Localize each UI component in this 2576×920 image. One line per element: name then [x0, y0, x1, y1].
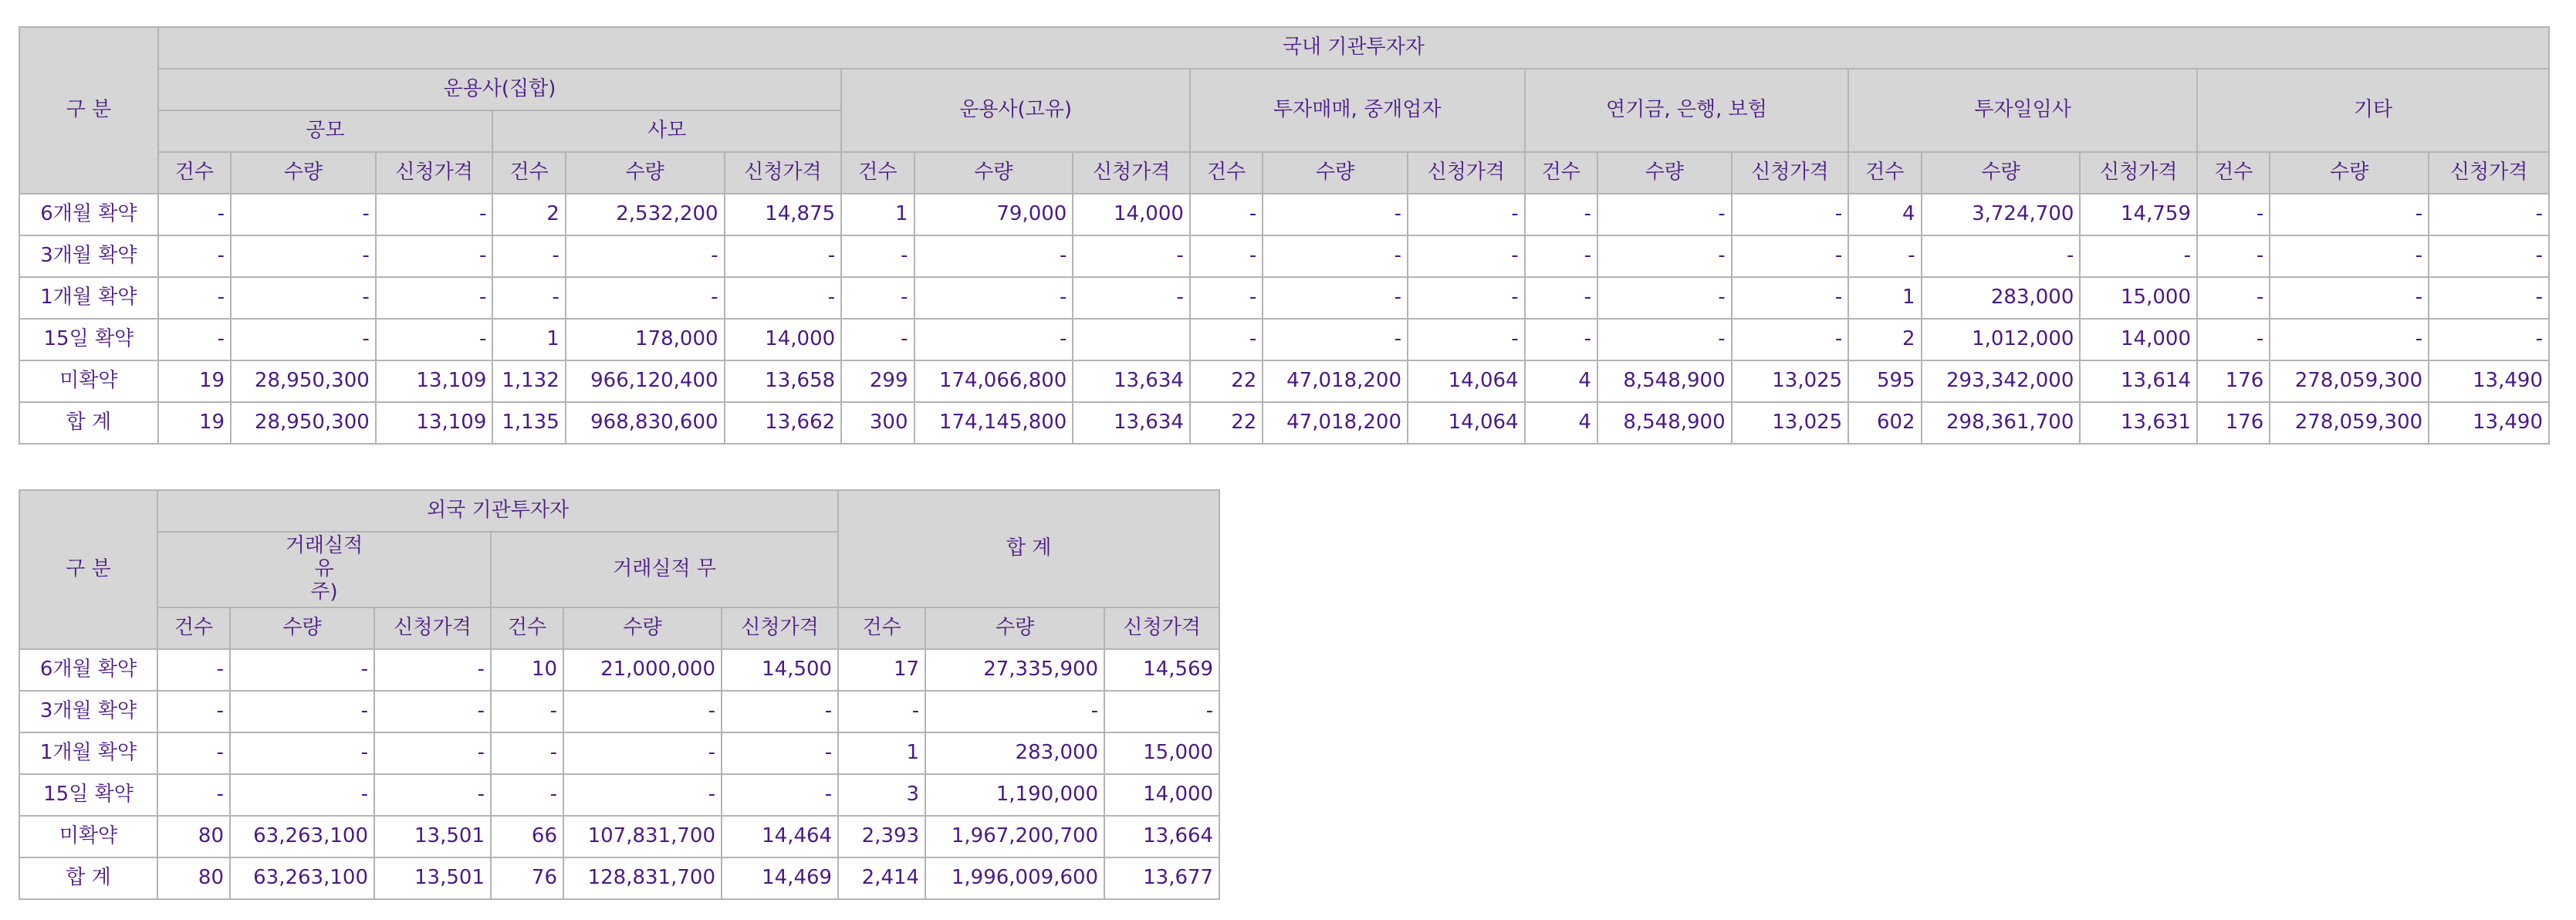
table-cell: 283,000	[925, 732, 1104, 774]
table-cell: 47,018,200	[1263, 402, 1408, 444]
table-cell: -	[2429, 319, 2549, 360]
table-cell: 63,263,100	[230, 857, 374, 899]
table-cell: 21,000,000	[563, 649, 722, 691]
table-row	[19, 235, 2549, 277]
table-cell: -	[838, 691, 925, 732]
row-label: 미확약	[19, 816, 157, 857]
table-cell: 80	[157, 816, 230, 857]
table-cell: -	[376, 277, 493, 319]
table-cell: 13,490	[2429, 360, 2549, 402]
table-cell: -	[725, 277, 842, 319]
table-row	[19, 816, 1219, 857]
table-cell: 1	[492, 319, 565, 360]
qty-header: 수량	[1922, 152, 2081, 194]
table-cell: 13,658	[725, 360, 842, 402]
table-cell: 8,548,900	[1597, 360, 1732, 402]
table-cell	[1073, 319, 1190, 360]
table-cell: 22	[1190, 360, 1263, 402]
table-cell: 14,000	[1104, 774, 1219, 816]
table-cell: -	[1732, 277, 1849, 319]
pension-bank-insurance-header: 연기금, 은행, 보험	[1525, 69, 1849, 152]
table-cell: -	[376, 194, 493, 235]
table-cell: -	[722, 732, 838, 774]
table-cell: -	[374, 649, 491, 691]
price-header: 신청가격	[1104, 607, 1219, 649]
table-cell: 28,950,300	[231, 360, 376, 402]
table-cell: 13,662	[725, 402, 842, 444]
price-header: 신청가격	[722, 607, 838, 649]
table-cell: 1,190,000	[925, 774, 1104, 816]
table-cell: -	[1263, 194, 1408, 235]
table-cell: -	[491, 774, 563, 816]
table-cell: 299	[841, 360, 914, 402]
table-cell: -	[2429, 277, 2549, 319]
table-cell: -	[722, 691, 838, 732]
table-cell: -	[2270, 277, 2429, 319]
private-fund-header: 사모	[492, 110, 841, 152]
row-label: 1개월 확약	[19, 732, 157, 774]
price-header: 신청가격	[1073, 152, 1190, 194]
qty-header: 수량	[1263, 152, 1408, 194]
table-cell: -	[1732, 194, 1849, 235]
table-cell: 176	[2197, 402, 2270, 444]
proprietary-manager-header: 운용사(고유)	[841, 69, 1190, 152]
price-header: 신청가격	[376, 152, 493, 194]
table-cell: 293,342,000	[1922, 360, 2081, 402]
table-row	[19, 402, 2549, 444]
price-header: 신청가격	[1408, 152, 1525, 194]
table-cell: -	[1104, 691, 1219, 732]
table-cell: -	[841, 319, 914, 360]
table-cell: 15,000	[1104, 732, 1219, 774]
table-cell: 174,145,800	[914, 402, 1073, 444]
table-cell: -	[230, 774, 374, 816]
table-cell: -	[2197, 319, 2270, 360]
table-row	[19, 691, 1219, 732]
table-cell: 4	[1525, 360, 1597, 402]
table-cell: -	[1190, 235, 1263, 277]
table-cell: 4	[1525, 402, 1597, 444]
table-row	[19, 277, 2549, 319]
table-cell: 3	[838, 774, 925, 816]
price-header: 신청가격	[2080, 152, 2197, 194]
table-cell: 13,634	[1073, 402, 1190, 444]
table-cell: -	[2197, 235, 2270, 277]
table-cell: 107,831,700	[563, 816, 722, 857]
table-cell: -	[1408, 277, 1525, 319]
table-cell: 14,000	[2080, 319, 2197, 360]
table-cell: -	[157, 774, 230, 816]
table-cell: 13,025	[1732, 360, 1849, 402]
table-cell: -	[1263, 277, 1408, 319]
table-cell: 13,634	[1073, 360, 1190, 402]
table-row	[19, 732, 1219, 774]
table-cell: -	[2429, 235, 2549, 277]
table-cell: -	[914, 277, 1073, 319]
row-label: 15일 확약	[19, 774, 157, 816]
table-cell: -	[566, 235, 725, 277]
table-cell: 2	[1848, 319, 1921, 360]
table-cell: -	[158, 277, 231, 319]
discretionary-header: 투자일임사	[1848, 69, 2197, 152]
table-cell: -	[231, 277, 376, 319]
table-cell: 10	[491, 649, 563, 691]
table-cell: -	[1597, 277, 1732, 319]
table-row	[19, 774, 1219, 816]
table-cell: 2,414	[838, 857, 925, 899]
table-cell: -	[1263, 319, 1408, 360]
count-header: 건수	[158, 152, 231, 194]
table-cell: -	[563, 691, 722, 732]
price-header: 신청가격	[374, 607, 491, 649]
table-cell: 968,830,600	[566, 402, 725, 444]
table-row	[19, 194, 2549, 235]
table-cell: -	[2429, 194, 2549, 235]
table-cell: -	[2270, 235, 2429, 277]
table-cell: 15,000	[2080, 277, 2197, 319]
table-cell: -	[2270, 319, 2429, 360]
table-cell: 17	[838, 649, 925, 691]
with-trade-record-header	[157, 532, 491, 607]
table-cell: 174,066,800	[914, 360, 1073, 402]
table-cell: 1,132	[492, 360, 565, 402]
table-cell: -	[491, 691, 563, 732]
table-cell: 1,012,000	[1922, 319, 2081, 360]
qty-header: 수량	[925, 607, 1104, 649]
table-cell: -	[158, 235, 231, 277]
table-cell: -	[158, 194, 231, 235]
count-header: 건수	[2197, 152, 2270, 194]
table-cell: 14,000	[1073, 194, 1190, 235]
table-cell: -	[1848, 235, 1921, 277]
table-cell: 1,996,009,600	[925, 857, 1104, 899]
table-cell: -	[1073, 277, 1190, 319]
row-label: 6개월 확약	[19, 649, 157, 691]
table-cell: 298,361,700	[1922, 402, 2081, 444]
count-header: 건수	[1190, 152, 1263, 194]
table-cell: -	[231, 194, 376, 235]
table-row	[19, 649, 1219, 691]
table-cell: 2	[492, 194, 565, 235]
broker-header: 투자매매, 중개업자	[1190, 69, 1525, 152]
price-header: 신청가격	[1732, 152, 1849, 194]
table-cell: 19	[158, 360, 231, 402]
row-label: 6개월 확약	[19, 194, 158, 235]
table-cell: -	[230, 691, 374, 732]
table-cell: -	[1525, 277, 1597, 319]
table-cell: -	[1263, 235, 1408, 277]
corner-header: 구 분	[19, 490, 157, 649]
table-cell: 278,059,300	[2270, 402, 2429, 444]
table-cell: 14,469	[722, 857, 838, 899]
table-cell: 13,664	[1104, 816, 1219, 857]
table-cell: 14,000	[725, 319, 842, 360]
table-cell: -	[1732, 235, 1849, 277]
table-cell: -	[1408, 235, 1525, 277]
table-cell: 13,677	[1104, 857, 1219, 899]
table-cell: -	[1732, 319, 1849, 360]
table-cell: -	[914, 235, 1073, 277]
table-cell: 1,135	[492, 402, 565, 444]
table-cell: 14,464	[722, 816, 838, 857]
table-row	[19, 360, 2549, 402]
table-cell: 283,000	[1922, 277, 2081, 319]
row-label: 15일 확약	[19, 319, 158, 360]
table-cell: 66	[491, 816, 563, 857]
row-label: 3개월 확약	[19, 235, 158, 277]
table-cell: -	[376, 235, 493, 277]
table-cell: 13,501	[374, 857, 491, 899]
table-cell: 13,025	[1732, 402, 1849, 444]
table-cell: 4	[1848, 194, 1921, 235]
table-cell: -	[231, 235, 376, 277]
table-cell: 63,263,100	[230, 816, 374, 857]
table-cell: -	[925, 691, 1104, 732]
table-cell: 8,548,900	[1597, 402, 1732, 444]
table-cell: -	[157, 691, 230, 732]
table-cell: 1,967,200,700	[925, 816, 1104, 857]
table-cell: 966,120,400	[566, 360, 725, 402]
collective-manager-header: 운용사(집합)	[158, 69, 841, 110]
table-cell: -	[1190, 194, 1263, 235]
table-cell: 2,393	[838, 816, 925, 857]
other-header: 기타	[2197, 69, 2549, 152]
table-cell: -	[2080, 235, 2197, 277]
table-cell: -	[1922, 235, 2081, 277]
table-cell: 3,724,700	[1922, 194, 2081, 235]
table-cell: -	[722, 774, 838, 816]
table-cell: 14,500	[722, 649, 838, 691]
table-cell: -	[1190, 277, 1263, 319]
qty-header: 수량	[563, 607, 722, 649]
table-cell: -	[492, 235, 565, 277]
table-cell: -	[563, 774, 722, 816]
count-header: 건수	[491, 607, 563, 649]
total-header: 합 계	[838, 490, 1219, 607]
table-cell: 602	[1848, 402, 1921, 444]
table-cell: 178,000	[566, 319, 725, 360]
table-cell: 28,950,300	[231, 402, 376, 444]
table-cell: 1	[838, 732, 925, 774]
table-cell: -	[1408, 319, 1525, 360]
table-cell: -	[374, 691, 491, 732]
price-header: 신청가격	[725, 152, 842, 194]
table-cell: 14,064	[1408, 360, 1525, 402]
qty-header: 수량	[566, 152, 725, 194]
price-header: 신청가격	[2429, 152, 2549, 194]
table-cell: 278,059,300	[2270, 360, 2429, 402]
table-cell: -	[374, 732, 491, 774]
table-cell: -	[157, 732, 230, 774]
table-cell: -	[492, 277, 565, 319]
table-cell: -	[841, 277, 914, 319]
table-cell: -	[1408, 194, 1525, 235]
table-cell: -	[566, 277, 725, 319]
table-cell: 76	[491, 857, 563, 899]
row-label: 합 계	[19, 402, 158, 444]
table-cell: 2,532,200	[566, 194, 725, 235]
table-cell: -	[1597, 194, 1732, 235]
table-cell: -	[230, 732, 374, 774]
table-cell: 14,064	[1408, 402, 1525, 444]
foreign-investor-table	[19, 489, 1220, 900]
table-cell: 128,831,700	[563, 857, 722, 899]
table-cell: 1	[841, 194, 914, 235]
table-cell: 14,875	[725, 194, 842, 235]
table-cell: 13,614	[2080, 360, 2197, 402]
count-header: 건수	[1848, 152, 1921, 194]
with-trade-record-label: 거래실적 유 주)	[285, 534, 363, 604]
table-cell: -	[563, 732, 722, 774]
corner-header: 구 분	[19, 27, 158, 194]
table-cell: 79,000	[914, 194, 1073, 235]
table-cell: -	[1597, 235, 1732, 277]
foreign-investor-header: 외국 기관투자자	[157, 490, 838, 532]
qty-header: 수량	[230, 607, 374, 649]
table-cell: 19	[158, 402, 231, 444]
table-cell: 1	[1848, 277, 1921, 319]
row-label: 합 계	[19, 857, 157, 899]
domestic-investor-table	[19, 26, 2550, 445]
table-cell: 13,490	[2429, 402, 2549, 444]
table-cell: -	[1525, 319, 1597, 360]
table-cell: -	[725, 235, 842, 277]
table-cell: 14,569	[1104, 649, 1219, 691]
table-cell: 13,501	[374, 816, 491, 857]
table-cell: -	[231, 319, 376, 360]
table-cell: -	[841, 235, 914, 277]
domestic-investor-header: 국내 기관투자자	[158, 27, 2549, 69]
qty-header: 수량	[914, 152, 1073, 194]
table-cell: -	[158, 319, 231, 360]
table-cell: -	[1597, 319, 1732, 360]
table-cell: 14,759	[2080, 194, 2197, 235]
table-cell: 27,335,900	[925, 649, 1104, 691]
table-cell: -	[374, 774, 491, 816]
public-fund-header: 공모	[158, 110, 493, 152]
table-cell: -	[1525, 235, 1597, 277]
sub-header-row	[19, 152, 2549, 194]
table-cell: 80	[157, 857, 230, 899]
table-cell: 595	[1848, 360, 1921, 402]
table-cell: -	[914, 319, 1073, 360]
count-header: 건수	[1525, 152, 1597, 194]
table-cell: -	[1190, 319, 1263, 360]
row-label: 1개월 확약	[19, 277, 158, 319]
table-cell: -	[1525, 194, 1597, 235]
without-trade-record-header: 거래실적 무	[491, 532, 838, 607]
table-cell: 300	[841, 402, 914, 444]
count-header: 건수	[838, 607, 925, 649]
table-row	[19, 319, 2549, 360]
qty-header: 수량	[2270, 152, 2429, 194]
table-cell: -	[2197, 194, 2270, 235]
table-cell: 13,631	[2080, 402, 2197, 444]
table-cell: -	[2270, 194, 2429, 235]
row-label: 미확약	[19, 360, 158, 402]
table-cell: -	[157, 649, 230, 691]
table-row	[19, 857, 1219, 899]
qty-header: 수량	[1597, 152, 1732, 194]
table-cell: 13,109	[376, 402, 493, 444]
table-cell: -	[230, 649, 374, 691]
qty-header: 수량	[231, 152, 376, 194]
table-cell: 47,018,200	[1263, 360, 1408, 402]
table-cell: -	[491, 732, 563, 774]
table-cell: -	[1073, 235, 1190, 277]
count-header: 건수	[492, 152, 565, 194]
table-cell: 13,109	[376, 360, 493, 402]
table-cell: -	[376, 319, 493, 360]
table-cell: -	[2197, 277, 2270, 319]
table-cell: 176	[2197, 360, 2270, 402]
sub-header-row	[19, 607, 1219, 649]
count-header: 건수	[841, 152, 914, 194]
table-cell: 22	[1190, 402, 1263, 444]
count-header: 건수	[157, 607, 230, 649]
row-label: 3개월 확약	[19, 691, 157, 732]
